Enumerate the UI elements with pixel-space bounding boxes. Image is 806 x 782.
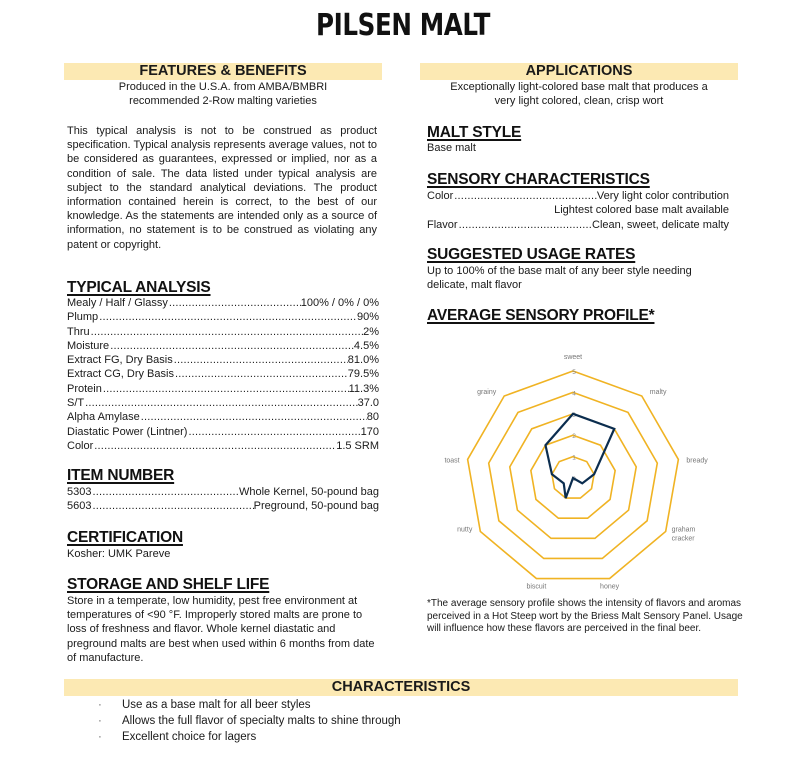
analysis-value: 2% <box>363 325 379 338</box>
analysis-label: Diastatic Power (Lintner) <box>67 425 188 438</box>
certification-heading: CERTIFICATION <box>67 529 183 546</box>
analysis-label: Mealy / Half / Glassy <box>67 297 168 309</box>
analysis-row <box>67 325 379 339</box>
radar-tick-label: 1 <box>572 454 576 462</box>
item-number-heading: ITEM NUMBER <box>67 467 175 484</box>
analysis-row <box>67 367 379 381</box>
analysis-label: Plump <box>67 311 99 324</box>
radar-axis-label: toast <box>444 457 460 465</box>
radar-tick-label: 5 <box>572 369 576 376</box>
radar-axis-label: sweet <box>563 354 583 361</box>
item-number-label: 5303 <box>67 486 92 498</box>
storage-text: Store in a temperate, low humidity, pest free environment at temperatures of <90 °F. Improperly stored malts are prone to loss of freshness and flavor. Whole kernel diastatic and preground malts are best when used within 6 months from date of manufacture. <box>67 595 375 664</box>
malt-style-text: Base malt <box>427 142 476 154</box>
analysis-row <box>67 382 379 396</box>
storage-heading: STORAGE AND SHELF LIFE <box>67 576 270 593</box>
analysis-row <box>67 425 379 439</box>
analysis-value: 81.0% <box>347 354 379 367</box>
radar-series-line <box>545 411 614 498</box>
features-line1: Produced in the U.S.A. from AMBA/BMBRI <box>118 81 328 93</box>
radar-tick-label: 4 <box>572 390 576 398</box>
sensory-color-label: Color <box>427 190 454 202</box>
analysis-row <box>67 396 379 410</box>
analysis-label: S/T <box>67 397 85 410</box>
item-number-value: Whole Kernel, 50-pound bag <box>238 486 379 498</box>
analysis-value: 79.5% <box>347 368 379 381</box>
applications-heading: APPLICATIONS <box>420 63 738 80</box>
characteristic-item <box>98 713 598 729</box>
radar-grid-ring <box>468 371 679 579</box>
malt-style-heading: MALT STYLE <box>427 124 522 141</box>
typical-analysis-table <box>67 296 379 453</box>
radar-axis-label: cracker <box>671 535 695 543</box>
radar-axis-label: honey <box>600 583 620 591</box>
analysis-label: Color <box>67 439 94 452</box>
usage-heading: SUGGESTED USAGE RATES <box>427 246 636 263</box>
analysis-row <box>67 310 379 324</box>
analysis-row <box>67 339 379 353</box>
radar-tick-label: 0 <box>572 476 576 483</box>
radar-tick-label: 3 <box>572 411 576 419</box>
analysis-value: 1.5 SRM <box>336 439 379 452</box>
characteristic-item <box>98 697 598 713</box>
page-title: PILSEN MALT <box>316 8 490 43</box>
analysis-value: 11.3% <box>348 382 379 395</box>
characteristics-heading: CHARACTERISTICS <box>64 679 738 696</box>
item-number-table <box>67 485 379 514</box>
item-number-row <box>67 485 379 499</box>
analysis-value: 90% <box>356 311 379 324</box>
analysis-label: Alpha Amylase <box>67 411 140 424</box>
radar-axis-label: malty <box>649 389 667 397</box>
radar-axis-label: biscuit <box>526 583 547 591</box>
sensory-flavor-value: Clean, sweet, delicate malty <box>592 218 729 231</box>
analysis-row <box>67 296 379 310</box>
analysis-label: Extract CG, Dry Basis <box>67 368 174 381</box>
analysis-label: Moisture <box>67 339 110 352</box>
analysis-value: 170 <box>360 425 379 438</box>
analysis-label: Thru <box>67 325 90 338</box>
usage-text: Up to 100% of the base malt of any beer style needing delicate, malt flavor <box>427 265 692 291</box>
sensory-color-value2: Lightest colored base malt available <box>554 204 729 217</box>
typical-analysis-heading: TYPICAL ANALYSIS <box>67 279 211 296</box>
item-number-label: 5603 <box>67 500 92 513</box>
certification-text: Kosher: UMK Pareve <box>67 548 171 560</box>
characteristic-text: Allows the full flavor of specialty malts to shine through <box>122 715 401 727</box>
analysis-label: Protein <box>67 382 102 395</box>
sensory-table <box>427 189 729 232</box>
characteristic-item <box>98 729 598 745</box>
analysis-row <box>67 353 379 367</box>
analysis-value: 4.5% <box>353 339 379 352</box>
characteristics-list <box>98 697 598 745</box>
analysis-value: 80 <box>366 411 379 424</box>
analysis-value: 100% / 0% / 0% <box>300 297 379 309</box>
sensory-color-value: Very light color contribution <box>596 190 729 202</box>
analysis-disclaimer: This typical analysis is not to be construed as product specification. Typical analysis represents average values, not to be considered as guarantees, expressed or implied, nor as a condition of sale. The data listed under typical analysis are subject to the standard analytical deviations. The product information contained herein is correct, to the best of our knowledge. As the statements are intended only as a source of information, no statement is to be construed as violating any patent or copyright. <box>67 125 377 251</box>
bullet-marker: · <box>98 715 102 727</box>
bullet-marker: · <box>98 699 102 711</box>
radar-axis-label: grainy <box>477 389 497 397</box>
applications-line1: Exceptionally light-colored base malt that produces a <box>450 81 708 93</box>
radar-tick-label: 2 <box>572 433 576 441</box>
features-heading: FEATURES & BENEFITS <box>64 63 382 80</box>
analysis-row <box>67 410 379 424</box>
radar-axis-label: bready <box>686 457 708 465</box>
radar-axis-label: nutty <box>457 526 473 534</box>
applications-line2: very light colored, clean, crisp wort <box>494 95 664 107</box>
sensory-flavor-label: Flavor <box>427 218 458 231</box>
item-number-value: Preground, 50-pound bag <box>253 500 379 513</box>
bullet-marker: · <box>98 731 102 743</box>
item-number-row <box>67 499 379 513</box>
radar-axis-label: graham <box>671 526 696 534</box>
sensory-heading: SENSORY CHARACTERISTICS <box>427 171 650 188</box>
analysis-label: Extract FG, Dry Basis <box>67 354 173 367</box>
features-line2: recommended 2-Row malting varieties <box>129 95 317 107</box>
analysis-value: 37.0 <box>357 397 379 410</box>
analysis-row <box>67 439 379 453</box>
profile-heading: AVERAGE SENSORY PROFILE* <box>427 307 655 324</box>
characteristic-text: Excellent choice for lagers <box>122 731 257 743</box>
profile-footnote: *The average sensory profile shows the intensity of flavors and aromas perceived in a Hot Steep wort by the Briess Malt Sensory Panel. Usage will influence how these flavors are perceived in the final beer. <box>427 598 743 634</box>
characteristic-text: Use as a base malt for all beer styles <box>122 699 311 711</box>
sensory-radar-chart <box>420 340 738 595</box>
